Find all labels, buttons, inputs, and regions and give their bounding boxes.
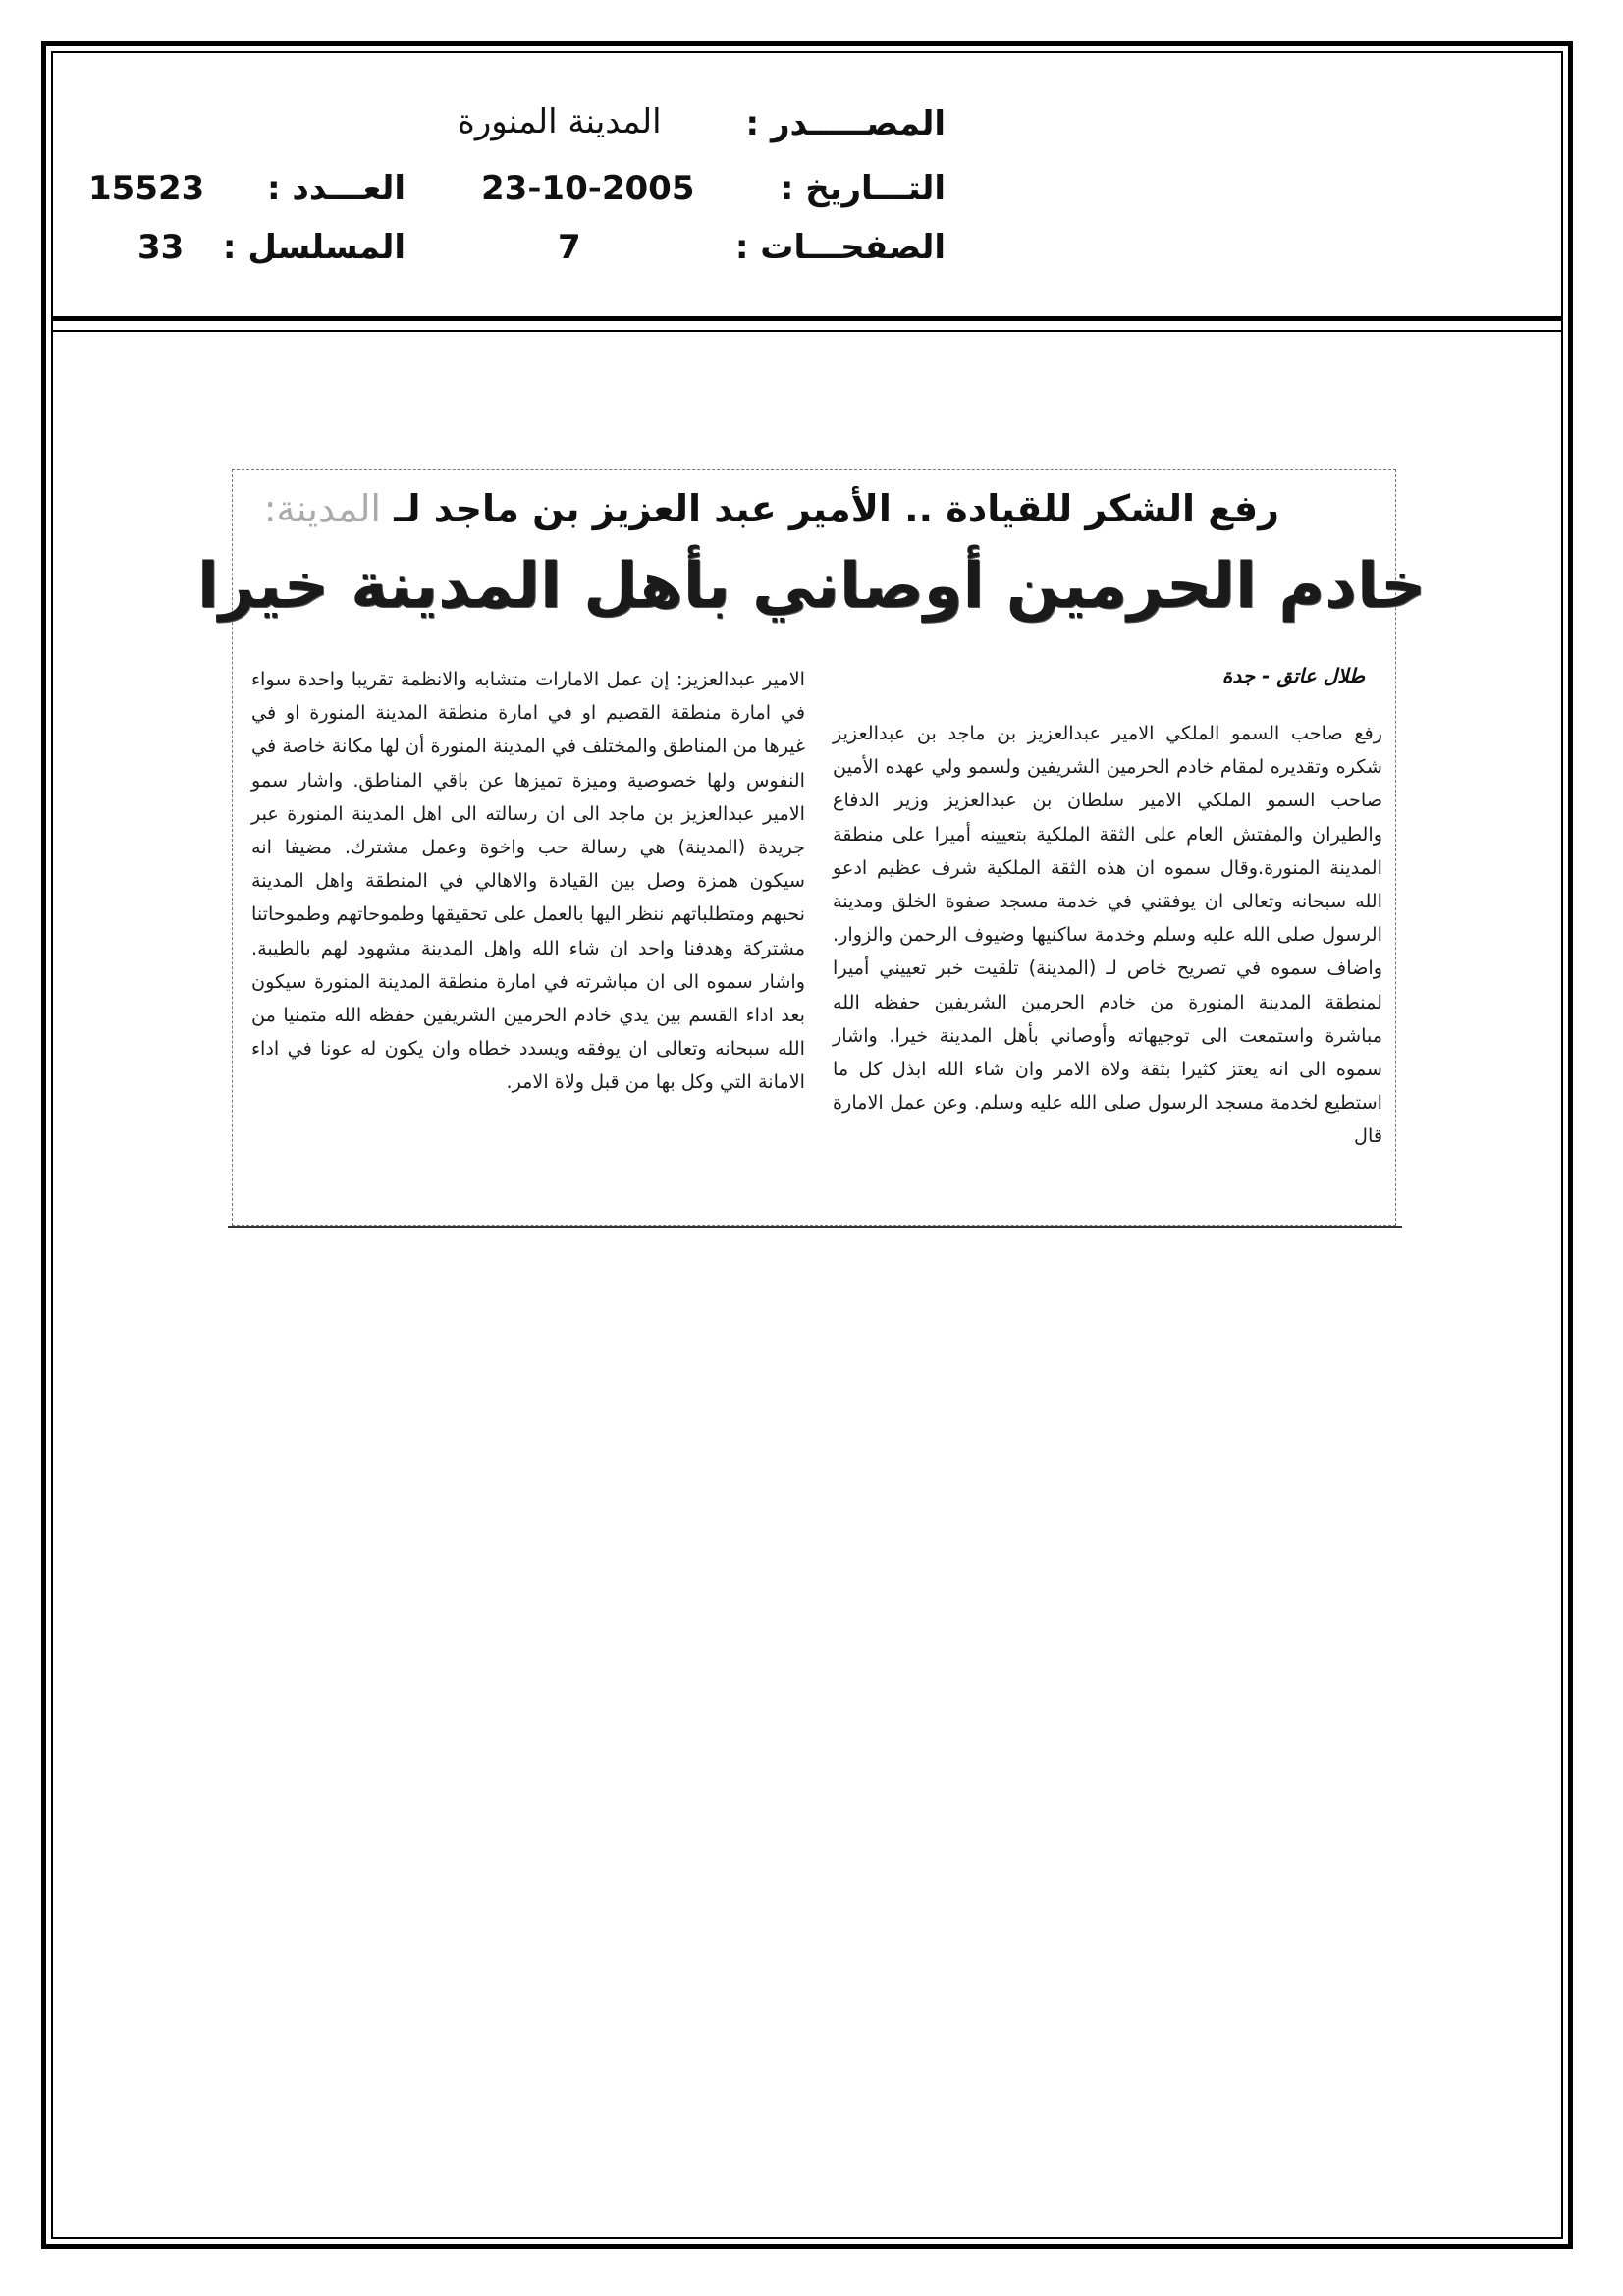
date-label: التـــاريخ : bbox=[780, 169, 946, 208]
issue-label: العـــدد : bbox=[267, 169, 406, 208]
article-byline: طلال عاتق - جدة bbox=[1221, 664, 1365, 687]
source-value: المدينة المنورة bbox=[458, 102, 662, 141]
kicker-faded-text: المدينة: bbox=[263, 487, 381, 530]
pages-value: 7 bbox=[558, 228, 581, 267]
source-label: المصـــــدر : bbox=[745, 104, 946, 143]
issue-value: 15523 bbox=[88, 169, 205, 208]
serial-label: المسلسل : bbox=[222, 228, 406, 267]
header-divider bbox=[51, 316, 1563, 321]
article-column-left: الامير عبدالعزيز: إن عمل الامارات متشابه والانظمة تقريبا واحدة سواء في امارة منطقة القصيم او في امارة منطقة المدينة المنورة او في غيرها من المناطق والمختلف في المدينة المنورة أن لها مكانة خاصة في النفوس ولها خصوصية وميزة تميزها عن باقي المناطق. واشار سمو الامير عبدالعزيز بن ماجد الى ان رسالته الى اهل المدينة المنورة عبر جريدة (المدينة) هي رسالة حب واخوة وعمل مشترك. مضيفا انه سيكون همزة وصل بين القيادة والاهالي في المنطقة واهل المدينة نحبهم ومتطلباتهم ننظر اليها بالعمل على تحقيقها وطموحاتهم وطموحاتنا مشتركة وهدفنا واحد ان شاء الله واهل المدينة مشهود لهم بالطيبة. واشار سموه الى ان مباشرته في امارة منطقة المدينة المنورة سيكون بعد اداء القسم بين يدي خادم الحرمين الشريفين حفظه الله متمنيا من الله سبحانه وتعالى ان يوفقه ويسدد خطاه وان يكون له عونا في اداء الامانة التي وكل بها من قبل ولاة الامر. bbox=[251, 668, 805, 1094]
kicker-text: رفع الشكر للقيادة .. الأمير عبد العزيز بن ماجد لـ bbox=[394, 487, 1279, 530]
serial-value: 33 bbox=[137, 228, 185, 267]
date-value: 23-10-2005 bbox=[481, 169, 695, 208]
article-kicker bbox=[264, 487, 1279, 530]
clipping-bottom-rule bbox=[228, 1226, 1402, 1228]
header-divider-thin bbox=[51, 330, 1563, 332]
article-headline: خادم الحرمين أوصاني بأهل المدينة خيرا bbox=[196, 550, 1427, 623]
pages-label: الصفحـــات : bbox=[734, 228, 946, 267]
article-column-right: رفع صاحب السمو الملكي الامير عبدالعزيز بن ماجد بن عبدالعزيز شكره وتقديره لمقام خادم الحرمين الشريفين ولسمو ولي عهده الأمين صاحب السمو الملكي الامير سلطان بن عبدالعزيز وزير الدفاع والطيران والمفتش العام على الثقة الملكية بتعيينه أميرا على منطقة المدينة المنورة.وقال سموه ان هذه الثقة الملكية شرف عظيم ادعو الله سبحانه وتعالى ان يوفقني في خدمة مسجد صفوة الخلق ومدينة الرسول صلى الله عليه وسلم وخدمة ساكنيها وضيوف الرحمن والزوار. واضاف سموه في تصريح خاص لـ (المدينة) تلقيت خبر تعييني أميرا لمنطقة المدينة المنورة من خادم الحرمين الشريفين حفظه الله مباشرة واستمعت الى توجيهاته وأوصاني بأهل المدينة خيرا. واشار سموه الى انه يعتز كثيرا بثقة ولاة الامر وان شاء الله ابذل كل ما استطيع لخدمة مسجد الرسول صلى الله عليه وسلم. وعن عمل الامارة قال bbox=[833, 722, 1382, 1148]
